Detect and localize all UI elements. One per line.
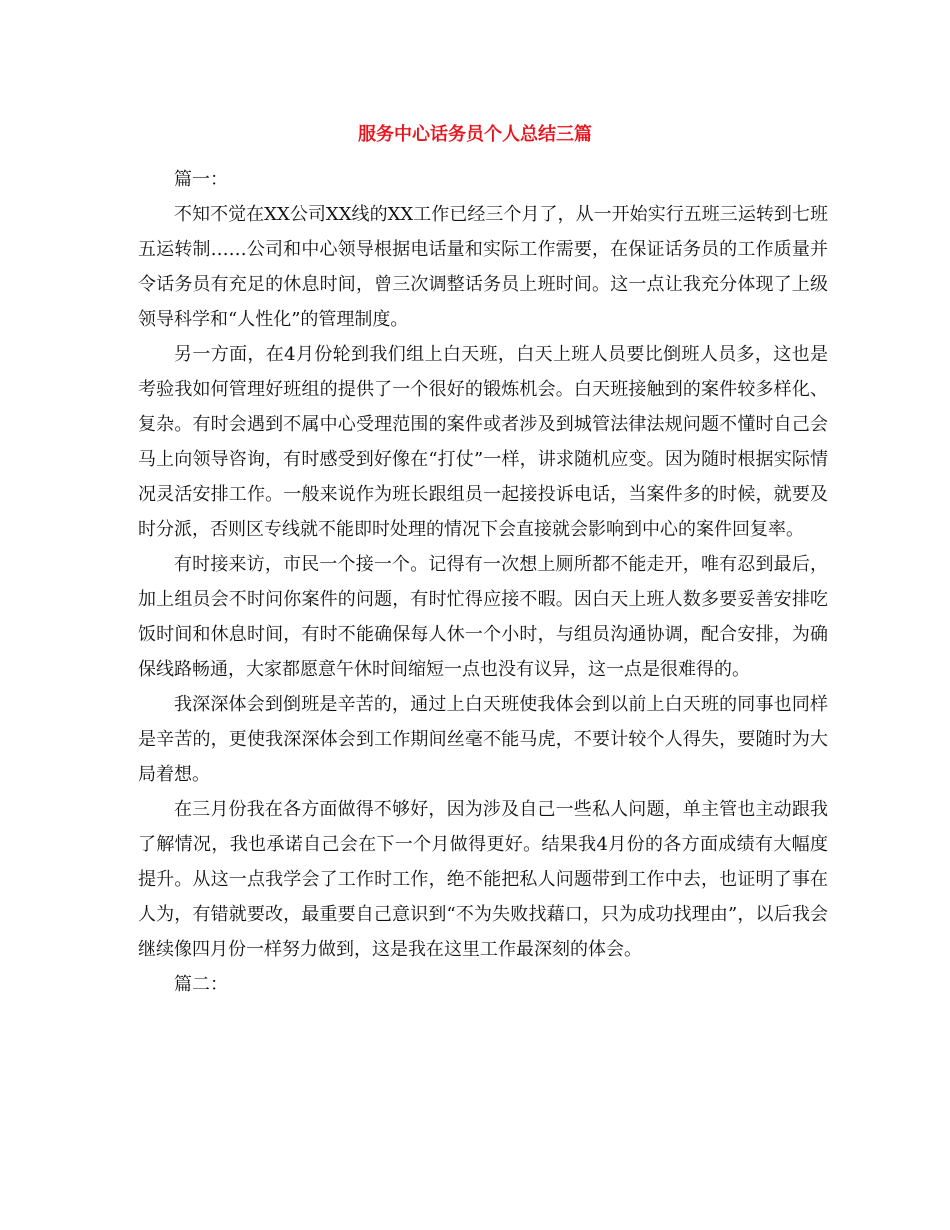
paragraph-2: 另一方面，在4月份轮到我们组上白天班，白天上班人员要比倒班人员多，这也是考验我如何管理好班组的提供了一个很好的锻炼机会。白天班接触到的案件较多样化、复杂。有时会遇到不属中心受理范围的案件或者涉及到城管法律法规问题不懂时自己会马上向领导咨询，有时感受到好像在“打仗”一样，讲求随机应变。因为随时根据实际情况灵活安排工作。一般来说作为班长跟组员一起接投诉电话，当案件多的时候，就要及时分派，否则区专线就不能即时处理的情况下会直接就会影响到中心的案件回复率。 [138,344,828,540]
paragraph-3: 有时接来访，市民一个接一个。记得有一次想上厕所都不能走开，唯有忍到最后，加上组员会不时问你案件的问题，有时忙得应接不暇。因白天上班人数多要妥善安排吃饭时间和休息时间，有时不能确保每人休一个小时，与组员沟通协调，配合安排，为确保线路畅通，大家都愿意午休时间缩短一点也没有议异，这一点是很难得的。 [138,554,828,680]
paragraph-4: 我深深体会到倒班是辛苦的，通过上白天班使我体会到以前上白天班的同事也同样是辛苦的，更使我深深体会到工作期间丝毫不能马虎，不要计较个人得失，要随时为大局着想。 [138,694,828,785]
document-body [138,162,828,1002]
section-heading-1: 篇一： [174,169,228,190]
paragraph-5: 在三月份我在各方面做得不够好，因为涉及自己一些私人问题，单主管也主动跟我了解情况，我也承诺自己会在下一个月做得更好。结果我4月份的各方面成绩有大幅度提升。从这一点我学会了工作时工作，绝不能把私人问题带到工作中去，也证明了事在人为，有错就要改，最重要自己意识到“不为失败找藉口，只为成功找理由”，以后我会继续像四月份一样努力做到，这是我在这里工作最深刻的体会。 [138,799,828,960]
paragraph-1: 不知不觉在XX公司XX线的XX工作已经三个月了，从一开始实行五班三运转到七班五运转制……公司和中心领导根据电话量和实际工作需要，在保证话务员的工作质量并令话务员有充足的休息时间，曾三次调整话务员上班时间。这一点让我充分体现了上级领导科学和“人性化”的管理制度。 [138,204,828,330]
section-heading-2: 篇二： [174,974,228,995]
document-title: 服务中心话务员个人总结三篇 [358,124,592,145]
